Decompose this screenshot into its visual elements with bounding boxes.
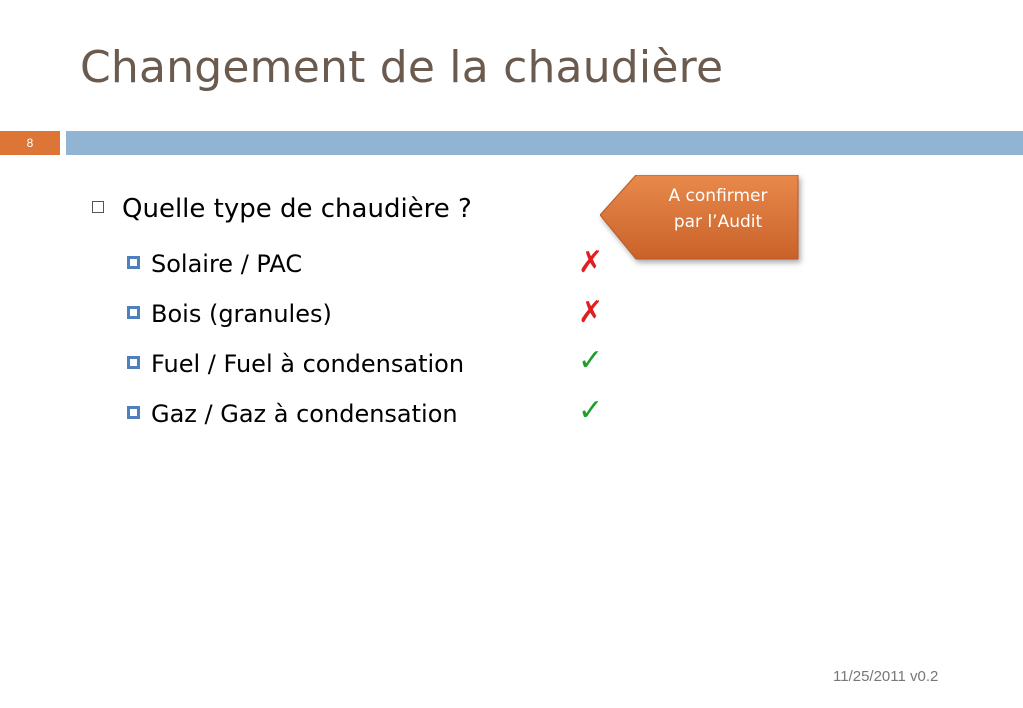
- square-bullet-icon: [127, 406, 140, 419]
- option-label: Gaz / Gaz à condensation: [151, 400, 458, 428]
- footer-date-version: 11/25/2011 v0.2: [833, 668, 939, 685]
- option-label: Solaire / PAC: [151, 250, 303, 278]
- square-bullet-icon: [127, 356, 140, 369]
- square-bullet-icon: [127, 256, 140, 269]
- slide-number: 8: [0, 131, 60, 155]
- option-item: [127, 400, 458, 428]
- option-label: Bois (granules): [151, 300, 332, 328]
- callout-line-2: par l’Audit: [673, 212, 763, 232]
- option-item: [127, 350, 464, 378]
- option-item: [127, 300, 332, 328]
- callout-text: [640, 183, 796, 235]
- question-text: Quelle type de chaudière ?: [122, 194, 472, 224]
- slide-title: Changement de la chaudière: [80, 42, 724, 93]
- cross-icon: ✗: [578, 245, 604, 280]
- callout-line-1: A confirmer: [668, 186, 768, 206]
- cross-icon: ✗: [578, 295, 604, 330]
- option-item: [127, 250, 302, 278]
- header-bar: [66, 131, 1023, 155]
- square-bullet-icon: [92, 201, 104, 213]
- question-item: [92, 194, 472, 224]
- check-icon: ✓: [578, 343, 604, 378]
- option-label: Fuel / Fuel à condensation: [151, 350, 465, 378]
- check-icon: ✓: [578, 393, 604, 428]
- callout-arrow: [600, 175, 800, 261]
- square-bullet-icon: [127, 306, 140, 319]
